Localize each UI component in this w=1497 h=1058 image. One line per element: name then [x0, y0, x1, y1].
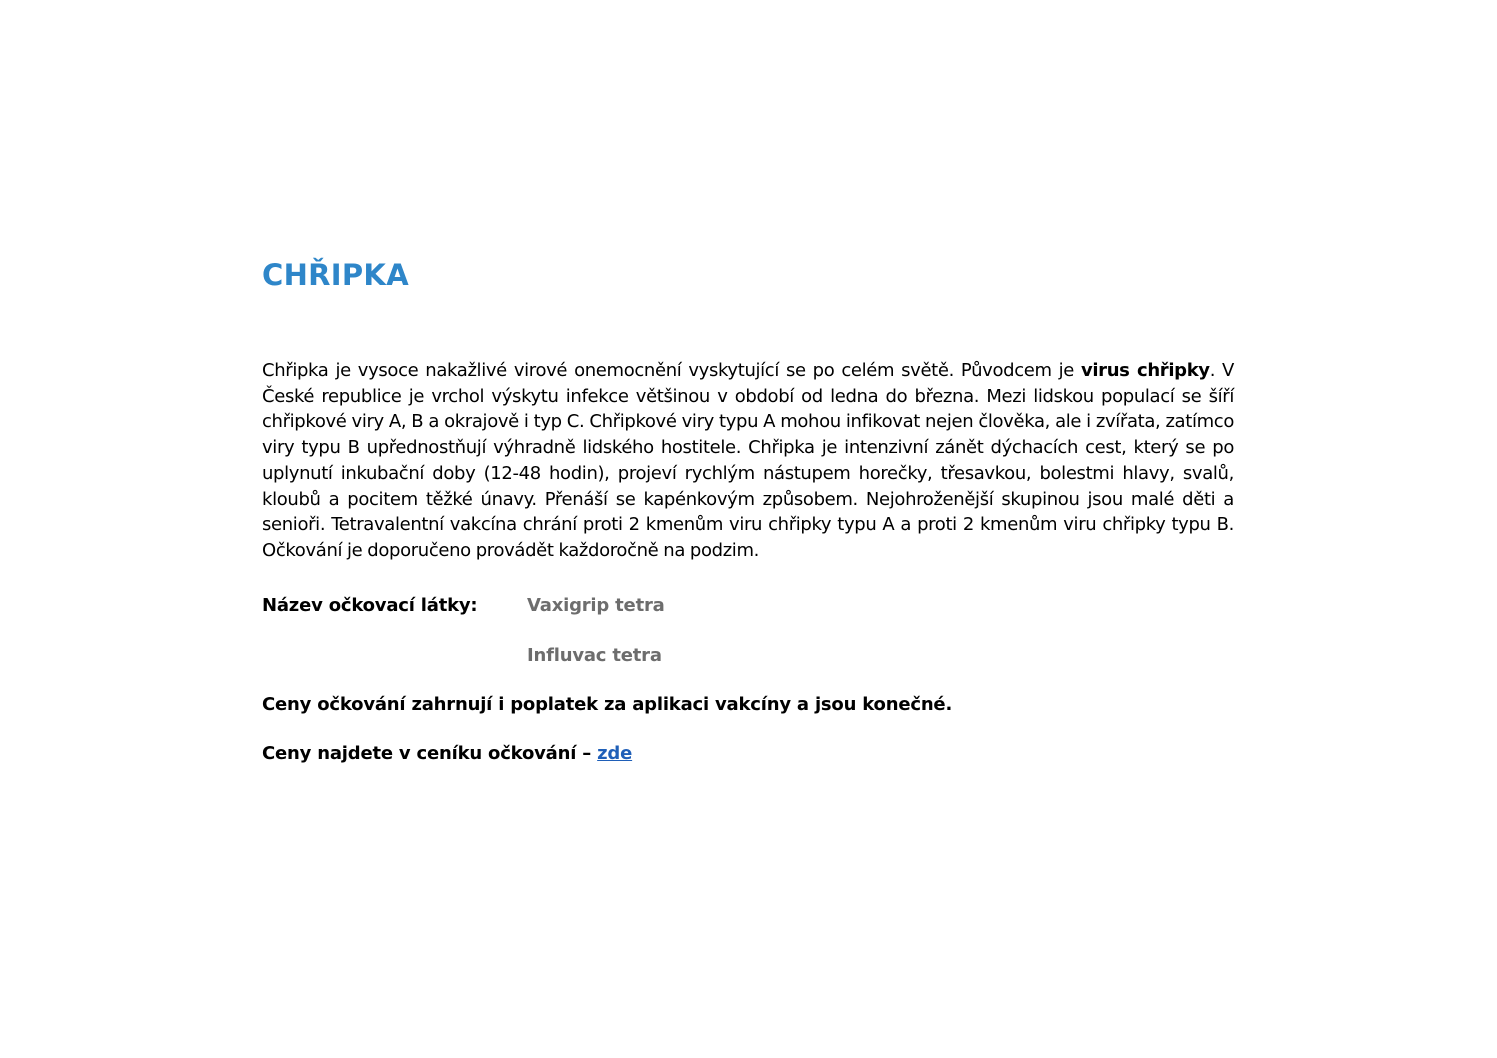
vaccine-label: Název očkovací látky: [262, 595, 478, 616]
price-list-line [262, 743, 632, 764]
price-list-prefix: Ceny najdete v ceníku očkování – [262, 743, 598, 764]
paragraph-bold-term: virus chřipky [1080, 360, 1210, 381]
page-title: CHŘIPKA [262, 258, 409, 292]
document-page [262, 0, 1234, 1058]
paragraph-text-end: . V České republice je vrchol výskytu infekce většinou v období od ledna do března. Mezi lidskou populací se šíří chřipkové viry A, B a okrajově i typ C. Chřipkové viry typu A mohou infikovat nejen člověka, ale i zvířata, zatímco viry typu B upřednostňují výhradně lidského hostitele. Chřipka je intenzivní zánět dýchacích cest, který se po uplynutí inkubační doby (12-48 hodin), projeví rychlým nástupem horečky, třesavkou, bolestmi hlavy, svalů, kloubů a pocitem těžké únavy. Přenáší se kapénkovým způsobem. Nejohroženější skupinou jsou malé děti a senioři. Tetravalentní vakcína chrání proti 2 kmenům viru chřipky typu A a proti 2 kmenům viru chřipky typu B. Očkování je doporučeno provádět každoročně na podzim. [262, 360, 1234, 561]
vaccine-name-1: Vaxigrip tetra [527, 595, 665, 616]
paragraph-text-start: Chřipka je vysoce nakažlivé virové onemocnění vyskytující se po celém světě. Původcem je [262, 360, 1081, 381]
vaccine-name-2: Influvac tetra [527, 645, 662, 666]
price-note: Ceny očkování zahrnují i poplatek za aplikaci vakcíny a jsou konečné. [262, 694, 953, 715]
price-list-link[interactable]: zde [597, 743, 633, 764]
description-paragraph [262, 358, 1234, 564]
